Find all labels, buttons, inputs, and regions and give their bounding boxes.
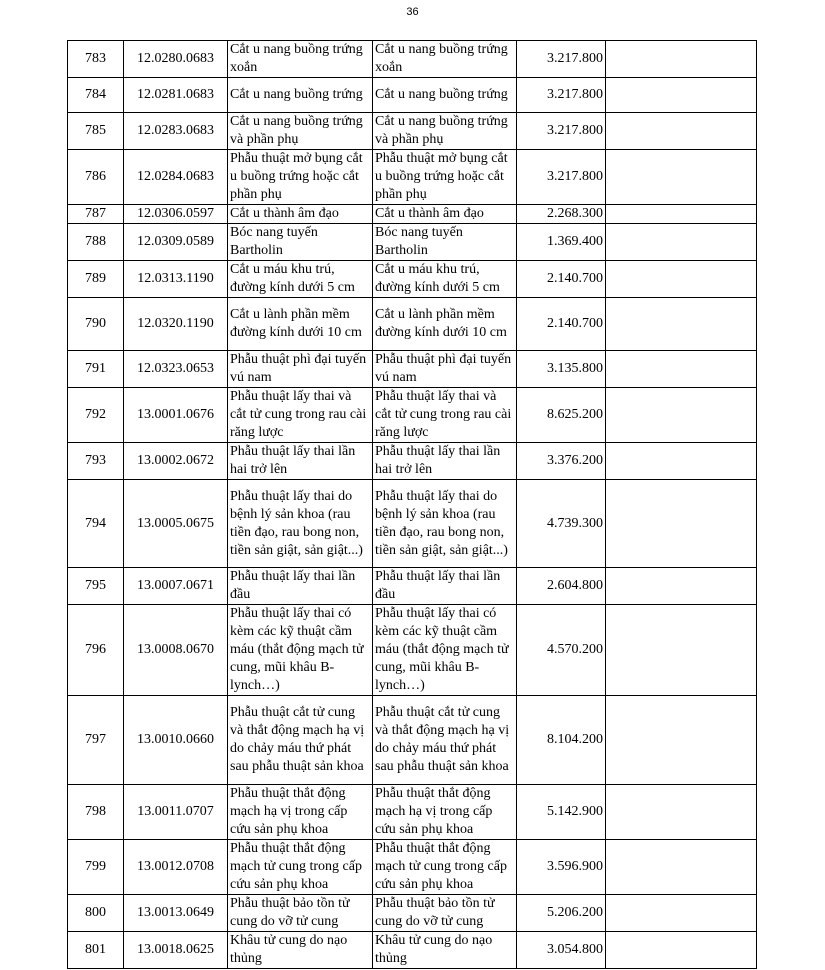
table-row xyxy=(68,261,757,298)
service-name-alt: Phẫu thuật lấy thai lần đầu xyxy=(373,568,517,605)
note-cell xyxy=(606,205,757,224)
row-number: 783 xyxy=(68,41,124,78)
note-cell xyxy=(606,480,757,568)
service-name: Phẫu thuật lấy thai lần đầu xyxy=(228,568,373,605)
service-price: 1.369.400 xyxy=(517,224,606,261)
note-cell xyxy=(606,298,757,351)
row-number: 787 xyxy=(68,205,124,224)
service-name-alt: Phẫu thuật lấy thai lần hai trở lên xyxy=(373,443,517,480)
service-name: Phẫu thuật thắt động mạch tử cung trong cấp cứu sản phụ khoa xyxy=(228,840,373,895)
service-code: 12.0313.1190 xyxy=(124,261,228,298)
service-name-alt: Phẫu thuật cắt tử cung và thắt động mạch hạ vị do chảy máu thứ phát sau phẫu thuật sản khoa xyxy=(373,696,517,785)
service-code: 12.0284.0683 xyxy=(124,150,228,205)
service-name-alt: Phẫu thuật thắt động mạch hạ vị trong cấp cứu sản phụ khoa xyxy=(373,785,517,840)
service-name: Cắt u máu khu trú, đường kính dưới 5 cm xyxy=(228,261,373,298)
service-code: 12.0283.0683 xyxy=(124,113,228,150)
service-name-alt: Phẫu thuật mở bụng cắt u buồng trứng hoặc cắt phần phụ xyxy=(373,150,517,205)
table-row xyxy=(68,568,757,605)
row-number: 790 xyxy=(68,298,124,351)
service-price: 3.217.800 xyxy=(517,41,606,78)
row-number: 786 xyxy=(68,150,124,205)
service-name: Phẫu thuật mở bụng cắt u buồng trứng hoặc cắt phần phụ xyxy=(228,150,373,205)
note-cell xyxy=(606,224,757,261)
note-cell xyxy=(606,78,757,113)
service-price: 2.268.300 xyxy=(517,205,606,224)
service-price: 2.604.800 xyxy=(517,568,606,605)
row-number: 800 xyxy=(68,895,124,932)
service-code: 13.0012.0708 xyxy=(124,840,228,895)
row-number: 789 xyxy=(68,261,124,298)
service-name: Cắt u lành phần mềm đường kính dưới 10 cm xyxy=(228,298,373,351)
note-cell xyxy=(606,932,757,969)
table-row xyxy=(68,785,757,840)
row-number: 784 xyxy=(68,78,124,113)
service-name-alt: Cắt u thành âm đạo xyxy=(373,205,517,224)
note-cell xyxy=(606,150,757,205)
service-name-alt: Phẫu thuật lấy thai có kèm các kỹ thuật cầm máu (thắt động mạch tử cung, mũi khâu B-lynch…) xyxy=(373,605,517,696)
service-name: Cắt u nang buồng trứng xyxy=(228,78,373,113)
service-code: 13.0013.0649 xyxy=(124,895,228,932)
service-price: 3.376.200 xyxy=(517,443,606,480)
service-price: 3.135.800 xyxy=(517,351,606,388)
row-number: 797 xyxy=(68,696,124,785)
note-cell xyxy=(606,696,757,785)
service-name-alt: Cắt u nang buồng trứng xyxy=(373,78,517,113)
row-number: 785 xyxy=(68,113,124,150)
service-name-alt: Phẫu thuật phì đại tuyến vú nam xyxy=(373,351,517,388)
service-price: 2.140.700 xyxy=(517,298,606,351)
note-cell xyxy=(606,568,757,605)
note-cell xyxy=(606,351,757,388)
note-cell xyxy=(606,113,757,150)
table-row xyxy=(68,840,757,895)
service-price: 5.206.200 xyxy=(517,895,606,932)
service-code: 13.0005.0675 xyxy=(124,480,228,568)
service-code: 13.0011.0707 xyxy=(124,785,228,840)
table-row xyxy=(68,895,757,932)
service-name: Phẫu thuật phì đại tuyến vú nam xyxy=(228,351,373,388)
service-price: 8.104.200 xyxy=(517,696,606,785)
service-price: 4.570.200 xyxy=(517,605,606,696)
row-number: 788 xyxy=(68,224,124,261)
table-row xyxy=(68,605,757,696)
service-name-alt: Phẫu thuật bảo tồn tử cung do vỡ tử cung xyxy=(373,895,517,932)
service-name: Phẫu thuật lấy thai có kèm các kỹ thuật cầm máu (thắt động mạch tử cung, mũi khâu B-lynch…) xyxy=(228,605,373,696)
service-code: 13.0008.0670 xyxy=(124,605,228,696)
table-body xyxy=(68,41,757,969)
row-number: 792 xyxy=(68,388,124,443)
service-name-alt: Cắt u nang buồng trứng xoắn xyxy=(373,41,517,78)
service-code: 13.0018.0625 xyxy=(124,932,228,969)
service-name: Phẫu thuật lấy thai do bệnh lý sản khoa (rau tiền đạo, rau bong non, tiền sản giật, sản giật...) xyxy=(228,480,373,568)
note-cell xyxy=(606,840,757,895)
service-name: Cắt u nang buồng trứng và phần phụ xyxy=(228,113,373,150)
service-name-alt: Cắt u lành phần mềm đường kính dưới 10 cm xyxy=(373,298,517,351)
table-row xyxy=(68,932,757,969)
table-row xyxy=(68,696,757,785)
row-number: 795 xyxy=(68,568,124,605)
price-table xyxy=(67,40,757,969)
table-row xyxy=(68,41,757,78)
table-row xyxy=(68,388,757,443)
row-number: 798 xyxy=(68,785,124,840)
service-price: 4.739.300 xyxy=(517,480,606,568)
service-name-alt: Cắt u nang buồng trứng và phần phụ xyxy=(373,113,517,150)
service-code: 13.0001.0676 xyxy=(124,388,228,443)
service-code: 12.0320.1190 xyxy=(124,298,228,351)
service-name-alt: Phẫu thuật thắt động mạch tử cung trong cấp cứu sản phụ khoa xyxy=(373,840,517,895)
service-name-alt: Phẫu thuật lấy thai và cắt tử cung trong rau cài răng lược xyxy=(373,388,517,443)
note-cell xyxy=(606,605,757,696)
service-code: 13.0007.0671 xyxy=(124,568,228,605)
table-row xyxy=(68,113,757,150)
service-price: 3.596.900 xyxy=(517,840,606,895)
service-code: 12.0309.0589 xyxy=(124,224,228,261)
table-row xyxy=(68,480,757,568)
service-code: 13.0010.0660 xyxy=(124,696,228,785)
note-cell xyxy=(606,785,757,840)
service-price: 3.217.800 xyxy=(517,150,606,205)
note-cell xyxy=(606,443,757,480)
service-name: Phẫu thuật lấy thai lần hai trở lên xyxy=(228,443,373,480)
service-name: Phẫu thuật lấy thai và cắt tử cung trong rau cài răng lược xyxy=(228,388,373,443)
service-name: Bóc nang tuyến Bartholin xyxy=(228,224,373,261)
table-row xyxy=(68,205,757,224)
row-number: 791 xyxy=(68,351,124,388)
service-price: 5.142.900 xyxy=(517,785,606,840)
service-name: Khâu tử cung do nạo thủng xyxy=(228,932,373,969)
note-cell xyxy=(606,388,757,443)
row-number: 793 xyxy=(68,443,124,480)
service-price: 3.054.800 xyxy=(517,932,606,969)
service-code: 12.0280.0683 xyxy=(124,41,228,78)
service-name-alt: Phẫu thuật lấy thai do bệnh lý sản khoa (rau tiền đạo, rau bong non, tiền sản giật, sản giật...) xyxy=(373,480,517,568)
service-code: 12.0281.0683 xyxy=(124,78,228,113)
service-price: 2.140.700 xyxy=(517,261,606,298)
service-name: Phẫu thuật thắt động mạch hạ vị trong cấp cứu sản phụ khoa xyxy=(228,785,373,840)
service-code: 13.0002.0672 xyxy=(124,443,228,480)
service-code: 12.0306.0597 xyxy=(124,205,228,224)
row-number: 801 xyxy=(68,932,124,969)
table-row xyxy=(68,298,757,351)
table-row xyxy=(68,351,757,388)
service-price: 3.217.800 xyxy=(517,78,606,113)
table-row xyxy=(68,78,757,113)
service-name-alt: Khâu tử cung do nạo thủng xyxy=(373,932,517,969)
service-name: Phẫu thuật cắt tử cung và thắt động mạch hạ vị do chảy máu thứ phát sau phẫu thuật sản khoa xyxy=(228,696,373,785)
service-price: 3.217.800 xyxy=(517,113,606,150)
table-row xyxy=(68,150,757,205)
note-cell xyxy=(606,261,757,298)
table-row xyxy=(68,443,757,480)
service-price: 8.625.200 xyxy=(517,388,606,443)
note-cell xyxy=(606,41,757,78)
service-name-alt: Cắt u máu khu trú, đường kính dưới 5 cm xyxy=(373,261,517,298)
service-name-alt: Bóc nang tuyến Bartholin xyxy=(373,224,517,261)
note-cell xyxy=(606,895,757,932)
row-number: 796 xyxy=(68,605,124,696)
service-name: Cắt u thành âm đạo xyxy=(228,205,373,224)
row-number: 794 xyxy=(68,480,124,568)
service-name: Cắt u nang buồng trứng xoắn xyxy=(228,41,373,78)
service-name: Phẫu thuật bảo tồn tử cung do vỡ tử cung xyxy=(228,895,373,932)
table-row xyxy=(68,224,757,261)
service-code: 12.0323.0653 xyxy=(124,351,228,388)
page-number: 36 xyxy=(406,6,419,18)
row-number: 799 xyxy=(68,840,124,895)
